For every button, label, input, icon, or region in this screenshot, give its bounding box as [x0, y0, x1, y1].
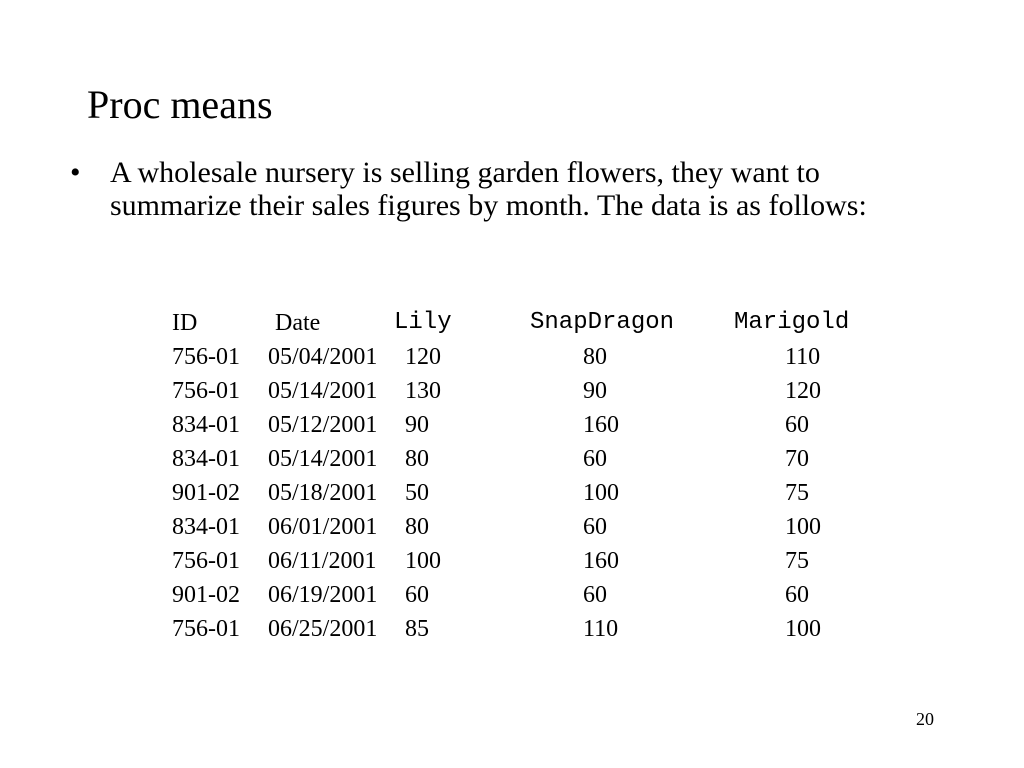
- cell-lily: 80: [405, 514, 429, 540]
- cell-snapdragon: 110: [583, 616, 619, 642]
- cell-date: 05/14/2001: [268, 378, 378, 404]
- cell-id: 834-01: [172, 514, 240, 540]
- cell-lily: 130: [405, 378, 441, 404]
- cell-lily: 80: [405, 446, 429, 472]
- cell-lily: 100: [405, 548, 441, 574]
- cell-id: 756-01: [172, 548, 240, 574]
- cell-date: 05/12/2001: [268, 412, 378, 438]
- cell-snapdragon: 160: [583, 548, 619, 574]
- header-lily: Lily: [394, 309, 452, 336]
- header-id: ID: [172, 310, 198, 336]
- cell-lily: 120: [405, 344, 441, 370]
- cell-id: 901-02: [172, 582, 240, 608]
- cell-date: 06/11/2001: [268, 548, 377, 574]
- bullet-icon: •: [70, 156, 81, 189]
- header-snapdragon: SnapDragon: [530, 309, 675, 336]
- cell-lily: 60: [405, 582, 429, 608]
- cell-marigold: 100: [785, 616, 821, 642]
- cell-date: 05/14/2001: [268, 446, 378, 472]
- page-number: 20: [916, 709, 934, 729]
- cell-marigold: 60: [785, 582, 809, 608]
- cell-snapdragon: 60: [583, 514, 607, 540]
- cell-id: 834-01: [172, 412, 240, 438]
- bullet-item: [70, 156, 940, 222]
- cell-snapdragon: 60: [583, 446, 607, 472]
- cell-marigold: 100: [785, 514, 821, 540]
- cell-marigold: 70: [785, 446, 809, 472]
- cell-date: 06/01/2001: [268, 514, 378, 540]
- cell-marigold: 60: [785, 412, 809, 438]
- cell-lily: 85: [405, 616, 429, 642]
- bullet-text: A wholesale nursery is selling garden flowers, they want to summarize their sales figures by month. The data is as follows:: [110, 156, 867, 222]
- cell-snapdragon: 60: [583, 582, 607, 608]
- cell-snapdragon: 160: [583, 412, 619, 438]
- cell-date: 05/04/2001: [268, 344, 378, 370]
- header-marigold: Marigold: [734, 309, 850, 336]
- cell-id: 756-01: [172, 344, 240, 370]
- cell-marigold: 75: [785, 480, 809, 506]
- cell-date: 05/18/2001: [268, 480, 378, 506]
- cell-id: 834-01: [172, 446, 240, 472]
- cell-lily: 50: [405, 480, 429, 506]
- slide-title: Proc means: [87, 82, 273, 127]
- cell-id: 756-01: [172, 616, 240, 642]
- header-date: Date: [275, 310, 321, 336]
- cell-marigold: 75: [785, 548, 809, 574]
- cell-snapdragon: 80: [583, 344, 607, 370]
- cell-id: 756-01: [172, 378, 240, 404]
- cell-date: 06/25/2001: [268, 616, 378, 642]
- cell-snapdragon: 90: [583, 378, 607, 404]
- cell-snapdragon: 100: [583, 480, 619, 506]
- cell-marigold: 120: [785, 378, 821, 404]
- cell-lily: 90: [405, 412, 429, 438]
- cell-id: 901-02: [172, 480, 240, 506]
- cell-date: 06/19/2001: [268, 582, 378, 608]
- cell-marigold: 110: [785, 344, 821, 370]
